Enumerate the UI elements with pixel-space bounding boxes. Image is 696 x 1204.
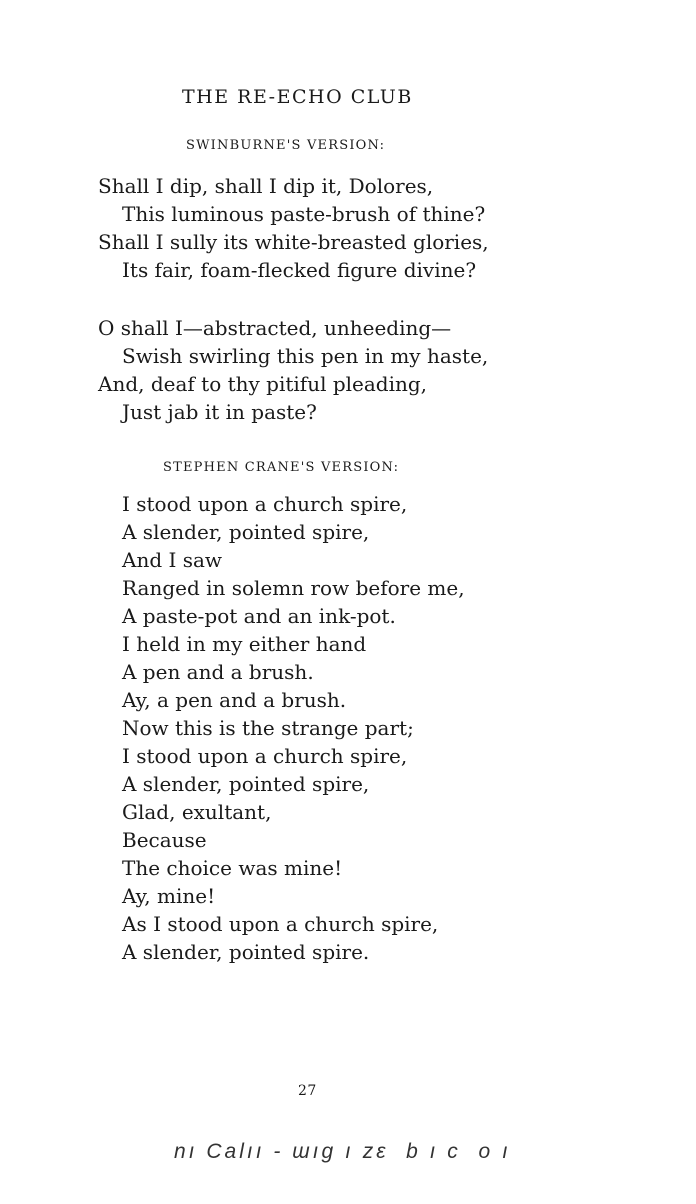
poem-line: A slender, pointed spire, (122, 772, 370, 796)
poem-line: The choice was mine! (122, 856, 343, 880)
poem-stanza (98, 172, 489, 284)
poem-line: Shall I sully its white-breasted glories, (98, 230, 489, 254)
poem-line: I stood upon a church spire, (122, 744, 408, 768)
poem-line: Its fair, foam-flecked figure divine? (122, 258, 477, 282)
poem-stanza (122, 490, 465, 966)
poem-line: I stood upon a church spire, (122, 492, 408, 516)
poem-line: I held in my either hand (122, 632, 367, 656)
running-head: THE RE-ECHO CLUB (182, 86, 413, 108)
poem-line: A paste-pot and an ink-pot. (122, 604, 396, 628)
poem-line: A slender, pointed spire, (122, 520, 370, 544)
poem-line: O shall I—abstracted, unheeding— (98, 316, 452, 340)
digitization-watermark: nı Calıı - ɯıg ı zɛ b ı c o ı (174, 1140, 511, 1163)
poem-line: Shall I dip, shall I dip it, Dolores, (98, 174, 434, 198)
poem-line: And I saw (122, 548, 223, 572)
poem-line: Just jab it in paste? (122, 400, 317, 424)
poem-line: Ay, a pen and a brush. (122, 688, 347, 712)
page-number: 27 (298, 1083, 317, 1099)
poem-line: A pen and a brush. (122, 660, 314, 684)
poem-stanza (98, 314, 488, 426)
poem-line: A slender, pointed spire. (122, 940, 370, 964)
poem-line: Ay, mine! (122, 884, 216, 908)
poem-line: And, deaf to thy pitiful pleading, (98, 372, 428, 396)
poem-line: Ranged in solemn row before me, (122, 576, 465, 600)
section-heading-crane: STEPHEN CRANE'S VERSION: (163, 460, 400, 475)
poem-line: Now this is the strange part; (122, 716, 414, 740)
poem-line: Because (122, 828, 207, 852)
poem-line: Swish swirling this pen in my haste, (122, 344, 489, 368)
poem-line: As I stood upon a church spire, (122, 912, 439, 936)
section-heading-swinburne: SWINBURNE'S VERSION: (186, 138, 386, 153)
poem-line: This luminous paste-brush of thine? (122, 202, 486, 226)
poem-line: Glad, exultant, (122, 800, 272, 824)
